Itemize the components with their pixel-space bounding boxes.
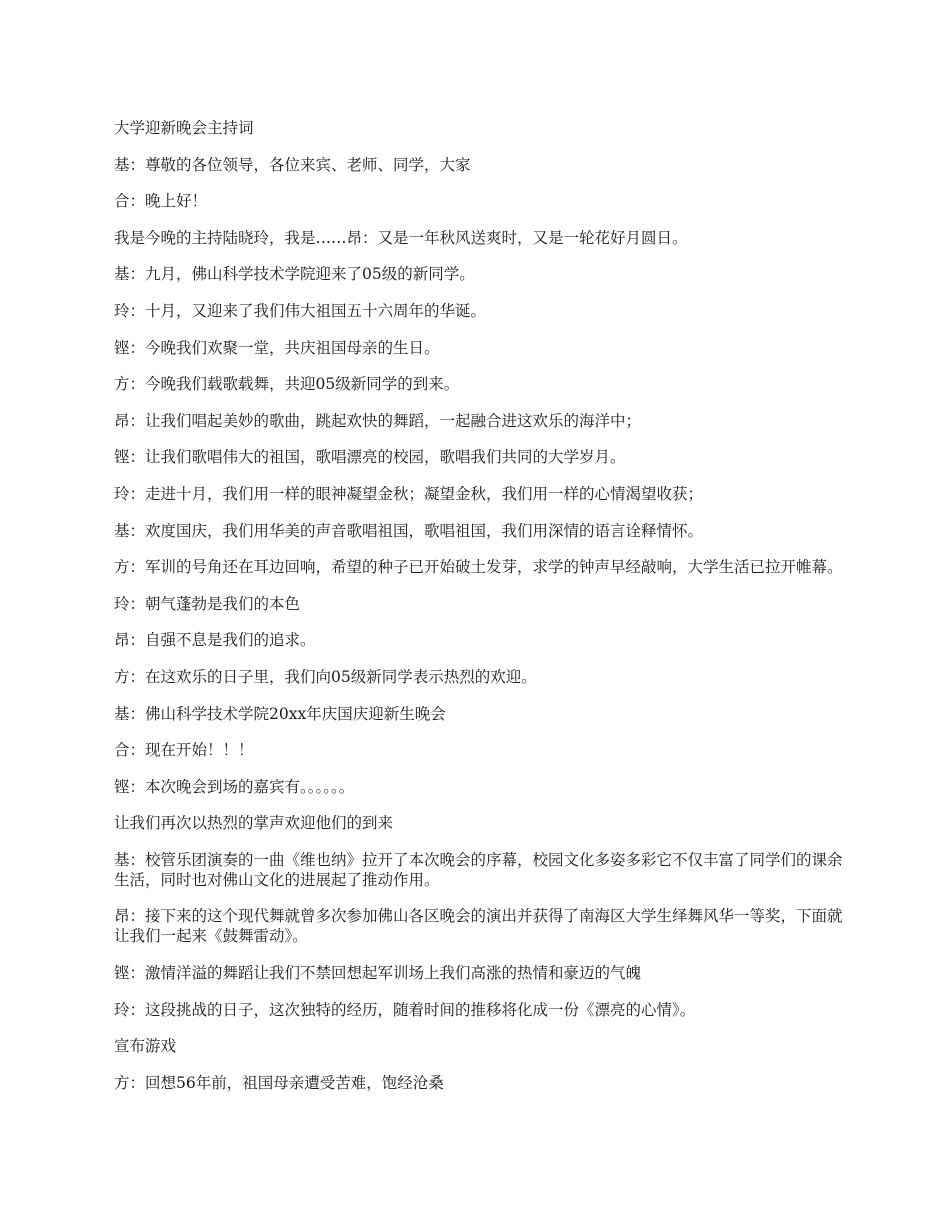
paragraph: 基：校管乐团演奏的一曲《维也纳》拉开了本次晚会的序幕，校园文化多姿多彩它不仅丰富了同学们的课余生活，同时也对佛山文化的进展起了推动作用。 — [114, 850, 843, 889]
paragraph: 合：晚上好！ — [114, 192, 208, 211]
paragraph: 基：尊敬的各位领导，各位来宾、老师、同学，大家 — [114, 155, 471, 174]
paragraph: 铿：激情洋溢的舞蹈让我们不禁回想起军训场上我们高涨的热情和豪迈的气魄 — [114, 964, 642, 983]
paragraph: 方：回想56年前，祖国母亲遭受苦难，饱经沧桑 — [114, 1073, 444, 1092]
paragraph: 让我们再次以热烈的掌声欢迎他们的到来 — [114, 814, 394, 833]
paragraph: 方：在这欢乐的日子里，我们向05级新同学表示热烈的欢迎。 — [114, 667, 537, 686]
paragraph: 铿：本次晚会到场的嘉宾有。。。。。。 — [114, 777, 355, 796]
paragraph: 昂：让我们唱起美妙的歌曲，跳起欢快的舞蹈，一起融合进这欢乐的海洋中； — [114, 411, 642, 430]
paragraph: 基：九月，佛山科学技术学院迎来了05级的新同学。 — [114, 265, 475, 284]
paragraph: 铿：今晚我们欢聚一堂，共庆祖国母亲的生日。 — [114, 338, 440, 357]
paragraph: 基：佛山科学技术学院20xx年庆国庆迎新生晚会 — [114, 704, 446, 723]
paragraph: 基：欢度国庆，我们用华美的声音歌唱祖国，歌唱祖国，我们用深情的语言诠释情怀。 — [114, 521, 704, 540]
paragraph: 合：现在开始！！！ — [114, 741, 254, 760]
paragraph: 玲：朝气蓬勃是我们的本色 — [114, 594, 301, 613]
paragraph: 玲：十月，又迎来了我们伟大祖国五十六周年的华诞。 — [114, 301, 487, 320]
paragraph: 昂：自强不息是我们的追求。 — [114, 631, 316, 650]
paragraph: 铿：让我们歌唱伟大的祖国，歌唱漂亮的校园，歌唱我们共同的大学岁月。 — [114, 448, 626, 467]
document-body — [114, 118, 844, 1109]
section-label: 宣布游戏 — [114, 1037, 177, 1056]
document-title: 大学迎新晚会主持词 — [114, 119, 254, 137]
paragraph: 昂：接下来的这个现代舞就曾多次参加佛山各区晚会的演出并获得了南海区大学生绎舞风华一等奖，下面就让我们一起来《鼓舞雷动》。 — [114, 907, 843, 946]
paragraph: 方：今晚我们载歌载舞，共迎05级新同学的到来。 — [114, 375, 460, 394]
paragraph: 方：军训的号角还在耳边回响，希望的种子已开始破土发芽，求学的钟声早经敲响，大学生活已拉开帷幕。 — [114, 558, 843, 577]
paragraph: 我是今晚的主持陆晓玲，我是……昂：又是一年秋风送爽时，又是一轮花好月圆日。 — [114, 228, 688, 247]
paragraph: 玲：走进十月，我们用一样的眼神凝望金秋；凝望金秋，我们用一样的心情渴望收获； — [114, 484, 704, 503]
paragraph: 玲：这段挑战的日子，这次独特的经历，随着时间的推移将化成一份《漂亮的心情》。 — [114, 1000, 696, 1019]
